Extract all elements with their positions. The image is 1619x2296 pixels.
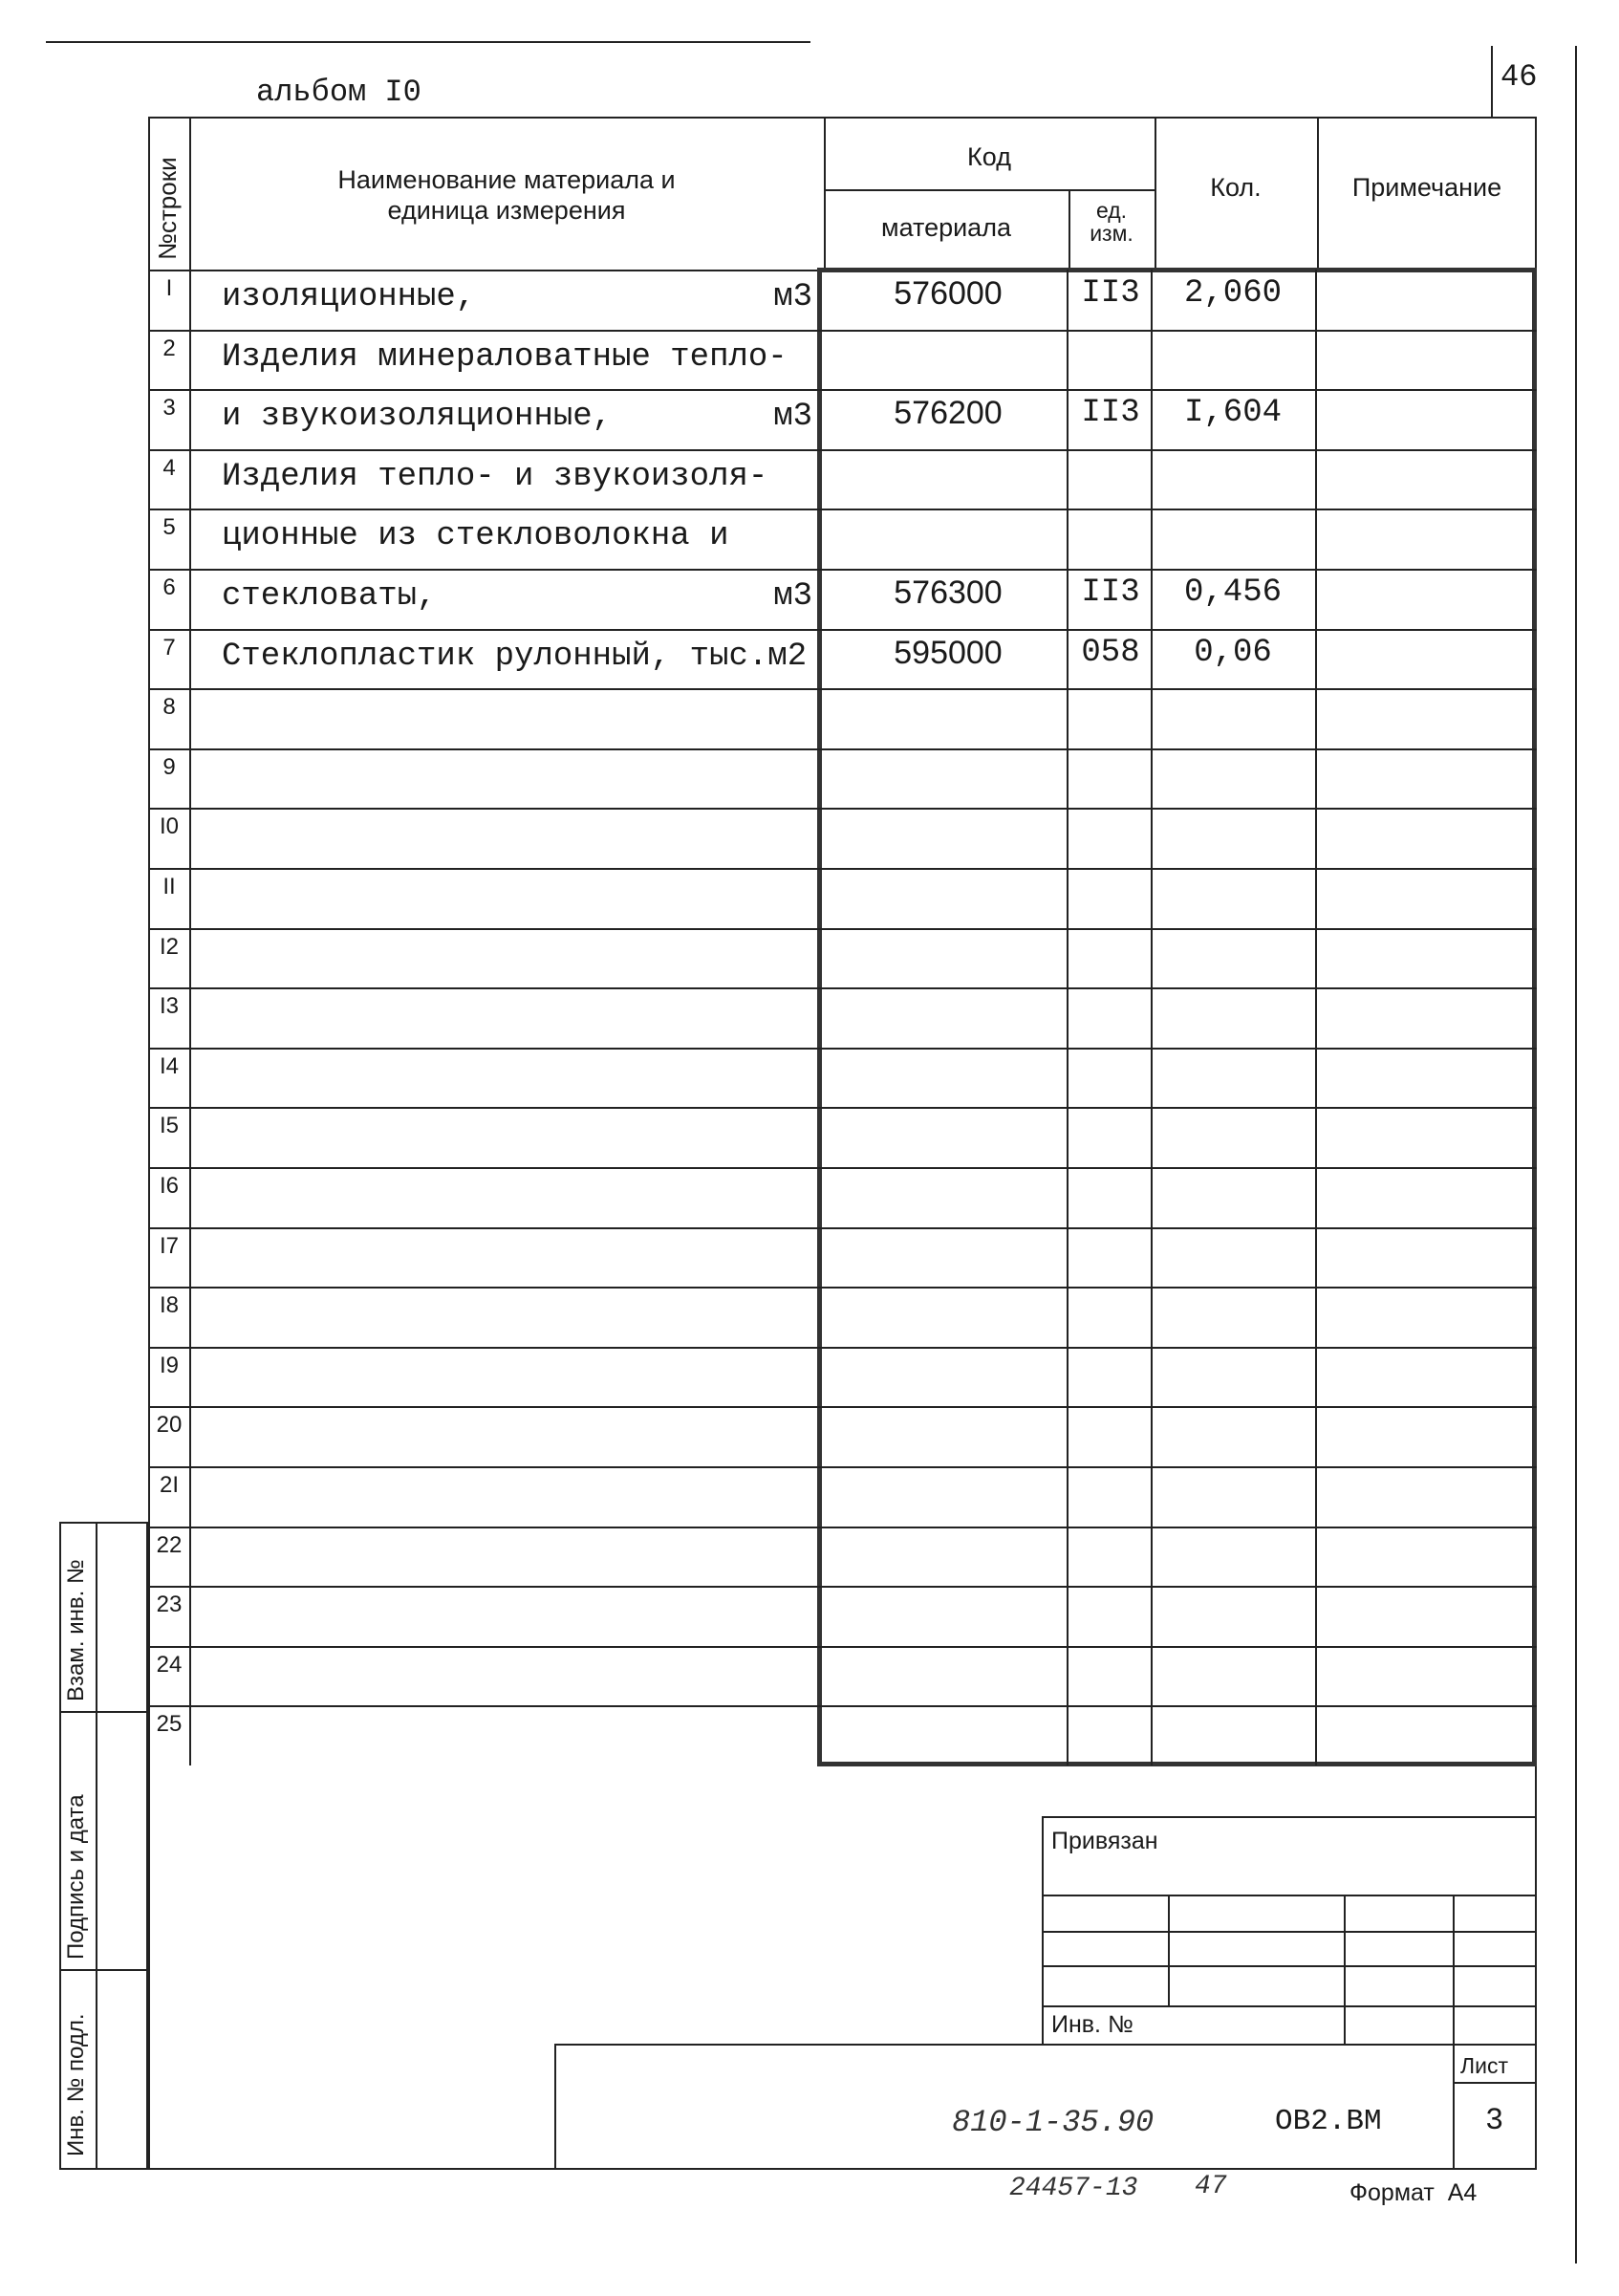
side-label-inv-podl: Инв. № подл. (63, 2013, 89, 2156)
name-col-line-header (824, 117, 826, 270)
row-number: 2I (159, 1472, 179, 1498)
row-no-header: №строки (153, 157, 182, 260)
row-divider (148, 1527, 1537, 1528)
row-divider (148, 449, 1537, 451)
side-label-vzam: Взам. инв. № (63, 1559, 89, 1701)
row-divider (148, 1287, 1537, 1289)
row-divider (148, 1646, 1537, 1648)
page-number: 46 (1500, 59, 1538, 95)
row-divider (148, 1107, 1537, 1109)
material-name: изоляционные, (222, 279, 476, 315)
top-rule (46, 41, 810, 43)
stamp-line-c (1042, 1965, 1537, 1967)
row-number: I8 (159, 1292, 179, 1318)
data-thick-frame (817, 268, 1537, 1766)
row-divider (148, 1586, 1537, 1588)
row-number: 20 (156, 1412, 183, 1438)
row-number: 9 (162, 754, 176, 780)
sheet-number: 3 (1485, 2103, 1504, 2138)
row-number: 4 (162, 455, 176, 481)
row-number: 6 (162, 574, 176, 600)
row-divider (148, 330, 1537, 332)
material-name: и звукоизоляционные, (222, 399, 613, 435)
material-name: ционные из стекловолокна и (222, 518, 729, 554)
row-number: 23 (156, 1592, 183, 1617)
material-unit: м3 (773, 399, 812, 435)
row-number: 22 (156, 1532, 183, 1558)
unit-code: II3 (1081, 574, 1140, 611)
unit-code: II3 (1081, 395, 1140, 431)
row-divider (148, 509, 1537, 510)
quantity: 0,06 (1194, 635, 1272, 671)
quantity: 2,060 (1183, 275, 1283, 312)
right-margin-line (1575, 46, 1577, 2264)
row-number: I9 (159, 1353, 179, 1378)
format-label: Формат А4 (1349, 2179, 1478, 2206)
qty-header: Кол. (1210, 173, 1262, 202)
material-name: Изделия минераловатные тепло- (222, 339, 788, 376)
row-number: 7 (162, 635, 176, 661)
doc-number: 810-1-35.90 (952, 2105, 1155, 2140)
row-divider (148, 808, 1537, 810)
row-number: II (162, 874, 176, 899)
row-divider (148, 748, 1537, 750)
inv-no-label: Инв. № (1051, 2011, 1133, 2038)
side-strip-divider (96, 1522, 97, 2170)
row-number: 3 (162, 395, 176, 421)
archive-number: 24457-13 (1009, 2174, 1138, 2203)
stamp-line-d (1042, 2005, 1537, 2007)
row-divider (148, 629, 1537, 631)
material-name: стекловаты, (222, 578, 437, 615)
material-code: 595000 (894, 635, 1003, 671)
list-divider (1453, 2082, 1537, 2084)
material-name: Стеклопластик рулонный, тыс.м2 (222, 639, 808, 675)
row-number: 24 (156, 1652, 183, 1678)
side-strip-line-2 (59, 1969, 148, 1971)
quantity: I,604 (1183, 395, 1283, 431)
row-number: I4 (159, 1053, 179, 1079)
side-label-podpis: Подпись и дата (63, 1794, 89, 1960)
qty-col-line (1151, 270, 1153, 1765)
side-strip-line-1 (59, 1711, 148, 1713)
unit-code-header: ед. изм. (1090, 198, 1133, 246)
row-number: I3 (159, 993, 179, 1019)
row-divider (148, 1705, 1537, 1707)
row-divider (148, 1167, 1537, 1169)
row-divider (148, 1466, 1537, 1468)
code-group-header: Код (967, 142, 1011, 171)
stamp-v-2 (1344, 1895, 1346, 2046)
code-sub-line (824, 189, 1155, 191)
privyazan-label: Привязан (1051, 1828, 1158, 1854)
row-number: 2 (162, 336, 176, 361)
row-number: I (165, 275, 173, 301)
row-divider (148, 389, 1537, 391)
row-divider (148, 1227, 1537, 1229)
rownum-col-line (189, 117, 191, 1765)
row-divider (148, 688, 1537, 690)
row-divider (148, 1048, 1537, 1050)
row-number: I5 (159, 1113, 179, 1138)
row-number: 8 (162, 694, 176, 720)
note-col-line (1315, 270, 1317, 1765)
unit-col-line (1067, 270, 1069, 1765)
note-header: Примечание (1351, 173, 1502, 202)
row-divider (148, 928, 1537, 930)
row-number: I2 (159, 934, 179, 960)
stamp-v-1 (1168, 1895, 1170, 2005)
stamp-v-3 (1453, 1895, 1455, 2170)
unit-code: II3 (1081, 275, 1140, 312)
row-number: 5 (162, 514, 176, 540)
name-col-header: Наименование материала и единица измерения (337, 165, 676, 225)
title-block-top (554, 2044, 1537, 2046)
row-divider (148, 987, 1537, 989)
material-name: Изделия тепло- и звукоизоля- (222, 459, 768, 495)
material-code: 576000 (894, 275, 1003, 312)
doc-code: ОВ2.ВМ (1275, 2105, 1382, 2138)
stamp-line-b (1042, 1931, 1537, 1933)
material-code: 576200 (894, 395, 1003, 431)
material-code-header: материала (881, 213, 1011, 242)
row-number: I0 (159, 813, 179, 839)
unit-code: 058 (1081, 635, 1140, 671)
material-unit: м3 (773, 578, 812, 615)
archive-page: 47 (1195, 2172, 1227, 2201)
row-number: 25 (156, 1711, 183, 1737)
row-divider (148, 1406, 1537, 1408)
row-divider (148, 569, 1537, 571)
title-block-left (554, 2044, 556, 2170)
row-divider (148, 868, 1537, 870)
quantity: 0,456 (1183, 574, 1283, 611)
row-divider (148, 1347, 1537, 1349)
album-label: альбом I0 (256, 75, 421, 110)
stamp-line-a (1042, 1895, 1537, 1896)
row-number: I7 (159, 1233, 179, 1259)
row-number: I6 (159, 1173, 179, 1199)
stamp-top-line (1042, 1816, 1537, 1818)
page-number-divider (1491, 46, 1493, 117)
material-code: 576300 (894, 574, 1003, 611)
list-label: Лист (1460, 2053, 1508, 2078)
material-unit: м3 (773, 279, 812, 315)
